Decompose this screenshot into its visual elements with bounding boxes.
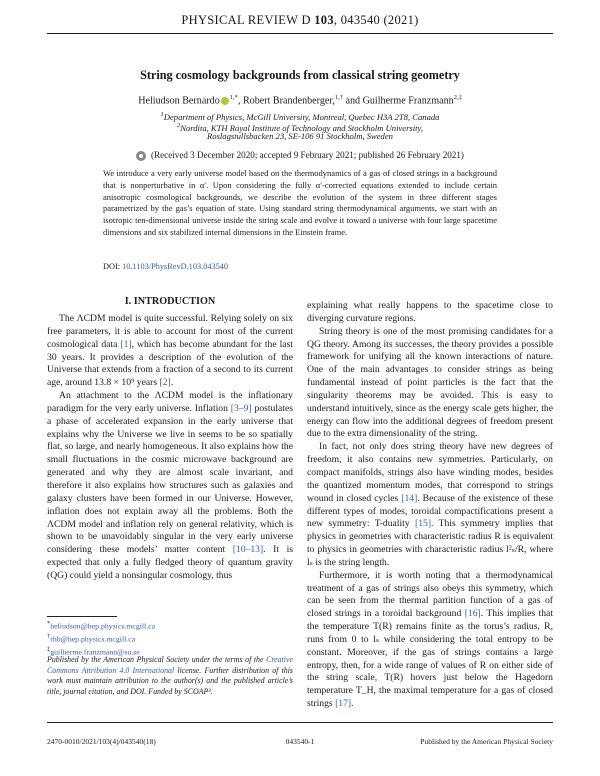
author-1-sup: 1,* [229, 94, 238, 101]
doi-link[interactable]: 10.1103/PhysRevD.103.043540 [122, 262, 229, 271]
text: , which has become abundant for the last 30 years. It provides a description of the evolution of the Universe that extends from a fraction of a second to its current age, around 13.8 × 10⁹ years [47, 338, 293, 389]
footnotes [47, 619, 293, 658]
paragraph: String theory is one of the most promising candidates for a QG theory. Among its successes, the theory provides a possible framework for unifying all the known interactions of nature. One of the main advantages to consider strings as being fundamental instead of point particles is the fact that the singularity theorems may be avoided. This is easy to understand intuitively, since as the energy scale gets higher, the energy can flow into the additional degrees of freedom present due to the extra dimensionality of the string. [307, 325, 553, 440]
footnote [47, 632, 293, 645]
citation-link[interactable]: [3–9] [230, 402, 252, 414]
text: . [170, 377, 174, 389]
license-note [47, 655, 293, 697]
citation-link[interactable]: [14] [401, 492, 418, 504]
abstract: We introduce a very early universe model based on the thermodynamics of a gas of closed strings in a background that is nonperturbative in α′. Upon considering the fully α′-corrected equations extended to include certain anisotropic cosmological backgrounds, we describe the evolution of the system in three different stages parametrized by the gas’s equation of state. Using standard string thermodynamical arguments, we start with an isotropic ten-dimensional universe inside the string scale and evolve it toward a universe with four large spacetime dimensions and six stabilized internal dimensions in the Einstein frame. [103, 168, 497, 237]
citation-link[interactable]: [16] [464, 608, 481, 620]
affiliation-1-sup: 1 [160, 111, 164, 118]
citation-link[interactable]: [2] [159, 377, 171, 389]
affiliation-1-text: Department of Physics, McGill University, Montreal, Quebec H3A 2T8, Canada [163, 111, 440, 122]
received-text: (Received 3 December 2020; accepted 9 February 2021; published 26 February 2021) [151, 150, 464, 160]
affiliation-2-text: Nordita, KTH Royal Institute of Technology and Stockholm University, [180, 122, 424, 133]
author-2: , Robert Brandenberger, [237, 95, 335, 107]
author-2-sup: 1,† [334, 94, 343, 101]
text: license. Further distribution of this work must maintain attribution to the author(s) and the published article’s title, journal citation, and DOI. Funded by SCOAP³. [47, 665, 293, 696]
footnote-mark: † [47, 633, 51, 641]
section-heading: I. INTRODUCTION [124, 296, 216, 307]
journal-article: , 043540 (2021) [333, 13, 419, 27]
orcid-icon[interactable] [221, 97, 229, 105]
citation-link[interactable]: [10–13] [232, 544, 264, 556]
email-link[interactable]: rhb@hep.physics.mcgill.ca [50, 634, 136, 644]
author-list [0, 94, 600, 106]
text: An attachment to the ΛCDM model is the inflationary paradigm for the very early universe. Inflation [47, 390, 293, 414]
paragraph [307, 441, 553, 569]
author-3: and Guilherme Franzmann [342, 95, 454, 107]
footer-right: Published by the American Physical Society [420, 737, 553, 746]
right-column [307, 300, 553, 711]
footnote [47, 619, 293, 632]
text: The ΛCDM model is quite successful. Relying solely on six free parameters, it is able to account for most of the current cosmological data [47, 313, 293, 350]
paragraph: explaining what really happens to the spacetime close to diverging curvature regions. [307, 300, 553, 324]
affiliation-2-sup: 2 [176, 122, 181, 129]
footnote-rule [47, 616, 117, 617]
paragraph [307, 570, 553, 711]
author-1: Heliudson Bernardo [138, 95, 220, 107]
footer-rule [47, 722, 553, 723]
text: Furthermore, it is worth noting that a thermodynamical treatment of a gas of strings also obeys this symmetry, which can be seen from the thermal partition function of a gas of closed strings in a toroidal background [307, 569, 553, 620]
journal-volume: 103 [314, 13, 334, 27]
doi [103, 262, 228, 271]
affiliation-3-text: Roslagstullsbacken 23, SE-106 91 Stockholm, Sweden [207, 131, 393, 141]
received-dates [0, 150, 600, 161]
text: . It is expected that only a fully fledged theory of quantum gravity (QG) could yield a nonsingular cosmology, thus [47, 544, 293, 581]
header-rule [47, 33, 553, 34]
license-link[interactable]: Creative Commons Attribution 4.0 International [47, 655, 293, 675]
text: . This implies that the temperature T(R) remains finite as the torus’s radius, R, runs from 0 to lₛ while considering the total entropy to be constant. Moreover, if the gas of strings contains a large entropy, then, for a wide range of values of R on either side of the string scale, T(R) hovers just below the Hagedorn temperature T_H, the maximal temperature for a gas of closed strings [307, 608, 553, 710]
doi-label: DOI: [103, 262, 123, 271]
footer-left: 2470-0010/2021/103(4)/043540(18) [47, 737, 156, 746]
email-link[interactable]: guilherme.franzmann@su.se [50, 647, 140, 657]
affiliation-3 [0, 131, 600, 142]
text: . [351, 698, 354, 710]
text: In fact, not only does string theory have new degrees of freedom, it also contains new symmetries. Particularly, on compact manifolds, strings also have winding modes, besides the quantized momentum modes, that correspond to strings wound in closed cycles [307, 441, 553, 504]
citation-link[interactable]: [17] [335, 698, 352, 710]
author-3-sup: 2,‡ [453, 94, 462, 101]
citation-link[interactable]: [1] [120, 338, 132, 350]
text: Published by the American Physical Society under the terms of the [47, 655, 267, 664]
left-column [47, 313, 293, 583]
journal-name: PHYSICAL REVIEW D [181, 13, 311, 27]
footnote-mark: * [47, 620, 51, 627]
check-for-updates-icon[interactable] [136, 151, 146, 161]
text: . This symmetry implies that physics in geometries with characteristic radius R is equivalent to physics in geometries with characteristic radius l²ₛ/R, where lₛ is the string length. [307, 518, 553, 568]
email-link[interactable]: heliudson@hep.physics.mcgill.ca [50, 621, 156, 631]
paper-title: String cosmology backgrounds from classical string geometry [140, 68, 460, 82]
footnote-mark: ‡ [47, 646, 51, 654]
text: postulates a phase of accelerated expansion in the early universe that explains why the Universe we live in seems to be so spatially flat, so large, and nearly homogeneous. It also explains how the small fluctuations in the cosmic microwave background are generated and why they are almost scale invariant, and therefore it also explains how structures such as galaxies and galaxy clusters have been formed in our Universe. However, inflation does not explain away all the problems. Both the ΛCDM model and inflation rely on general relativity, which is shown to be unavoidably singular in the very early universe considering these models’ matter content [47, 402, 294, 556]
paragraph [47, 313, 293, 390]
journal-header [0, 13, 600, 28]
text: . Because of the existence of these different types of modes, toroidal compactifications present a new symmetry: T-duality [307, 492, 553, 530]
footer-page: 043540-1 [285, 737, 315, 746]
paragraph [47, 390, 293, 583]
citation-link[interactable]: [15] [414, 518, 432, 530]
